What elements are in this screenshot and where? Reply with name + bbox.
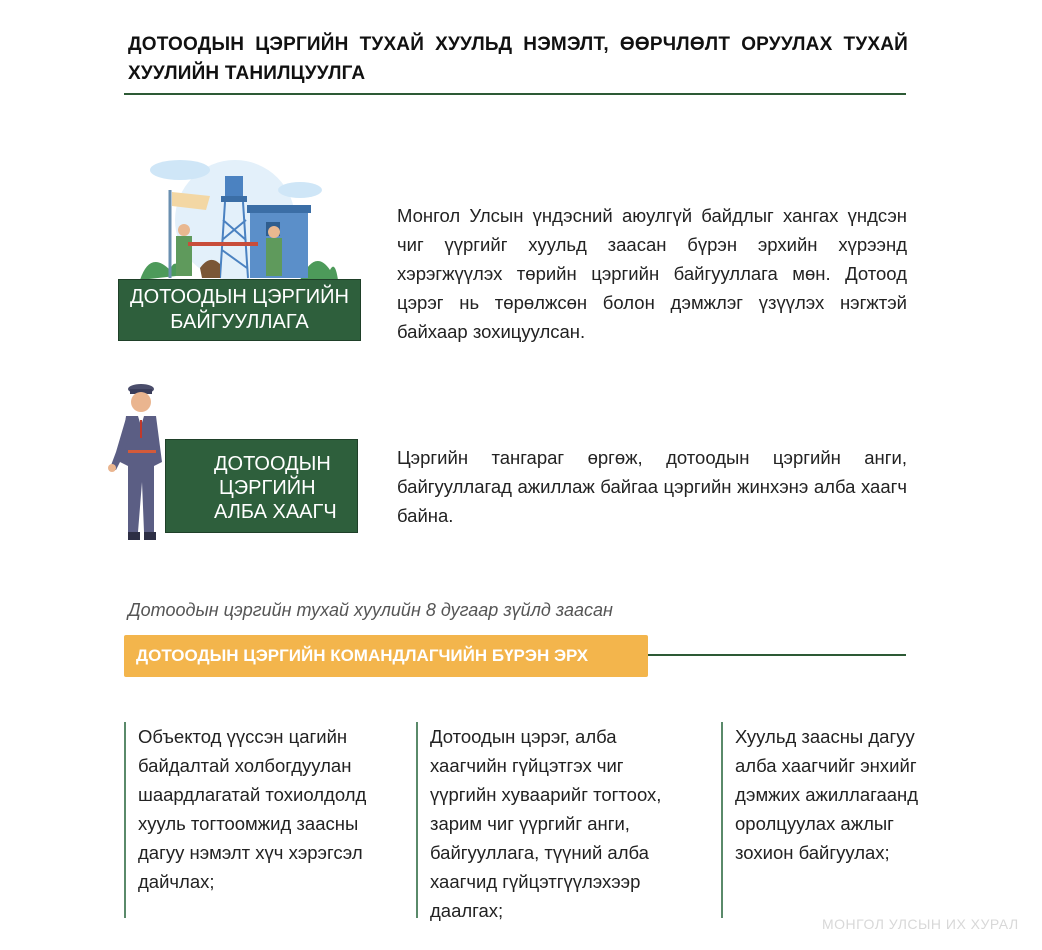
law-reference-caption: Дотоодын цэргийн тухай хуулийн 8 дугаар зүйлд заасан — [128, 600, 613, 620]
watermark: МОНГОЛ УЛСЫН ИХ ХУРАЛ — [822, 916, 1019, 932]
section2-text: Цэргийн тангараг өргөж, дотоодын цэргийн анги, байгууллагад ажиллаж байгаа цэргийн жинхэнэ алба хаагч байна. — [397, 447, 907, 526]
section1-label-line1: ДОТООДЫН ЦЭРГИЙН — [130, 286, 349, 308]
power-item-2: Дотоодын цэрэг, алба хаагчийн гүйцэтгэх чиг үүргийн хуваарийг тогтоох, зарим чиг үүргийг анги, байгууллага, түүний алба хаагчид гүйцэтгүүлэхээр даалгах; — [416, 722, 695, 918]
section1-text: Монгол Улсын үндэсний аюулгүй байдлыг хангах үндсэн чиг үүргийг хуульд заасан бүрэн эрхийн хүрээнд хэрэгжүүлэх төрийн цэргийн байгууллага мөн. Дотоод цэрэг нь төрөлжсөн болон дэмжлэг үзүүлэх нэгжтэй байхаар зохицуулсан. — [397, 205, 907, 342]
commander-powers-banner: ДОТООДЫН ЦЭРГИЙН КОМАНДЛАГЧИЙН БҮРЭН ЭРХ — [124, 635, 648, 677]
banner-divider — [648, 654, 906, 656]
power-item-3: Хуульд заасны дагуу алба хаагчийг энхийг дэмжих ажиллагаанд оролцуулах ажлыг зохион байгуулах; — [721, 722, 925, 918]
page-title: ДОТООДЫН ЦЭРГИЙН ТУХАЙ ХУУЛЬД НЭМЭЛТ, ӨӨРЧЛӨЛТ ОРУУЛАХ ТУХАЙ ХУУЛИЙН ТАНИЛЦУУЛГА — [128, 34, 908, 84]
border-post-illustration — [130, 150, 340, 282]
section2-label — [165, 439, 358, 533]
section1-label — [118, 279, 361, 341]
section2-label-line3: АЛБА ХААГЧ — [214, 501, 337, 523]
section2-label-line1: ДОТООДЫН — [214, 453, 331, 475]
power-item-1: Объектод үүссэн цагийн байдалтай холбогдуулан шаардлагатай тохиолдолд хууль тогтоомжид заасны дагуу нэмэлт хүч хэрэгсэл дайчлах; — [124, 722, 388, 918]
section1-label-line2: БАЙГУУЛЛАГА — [170, 311, 309, 333]
title-divider — [124, 93, 906, 95]
section2-label-line2: ЦЭРГИЙН — [219, 477, 316, 499]
